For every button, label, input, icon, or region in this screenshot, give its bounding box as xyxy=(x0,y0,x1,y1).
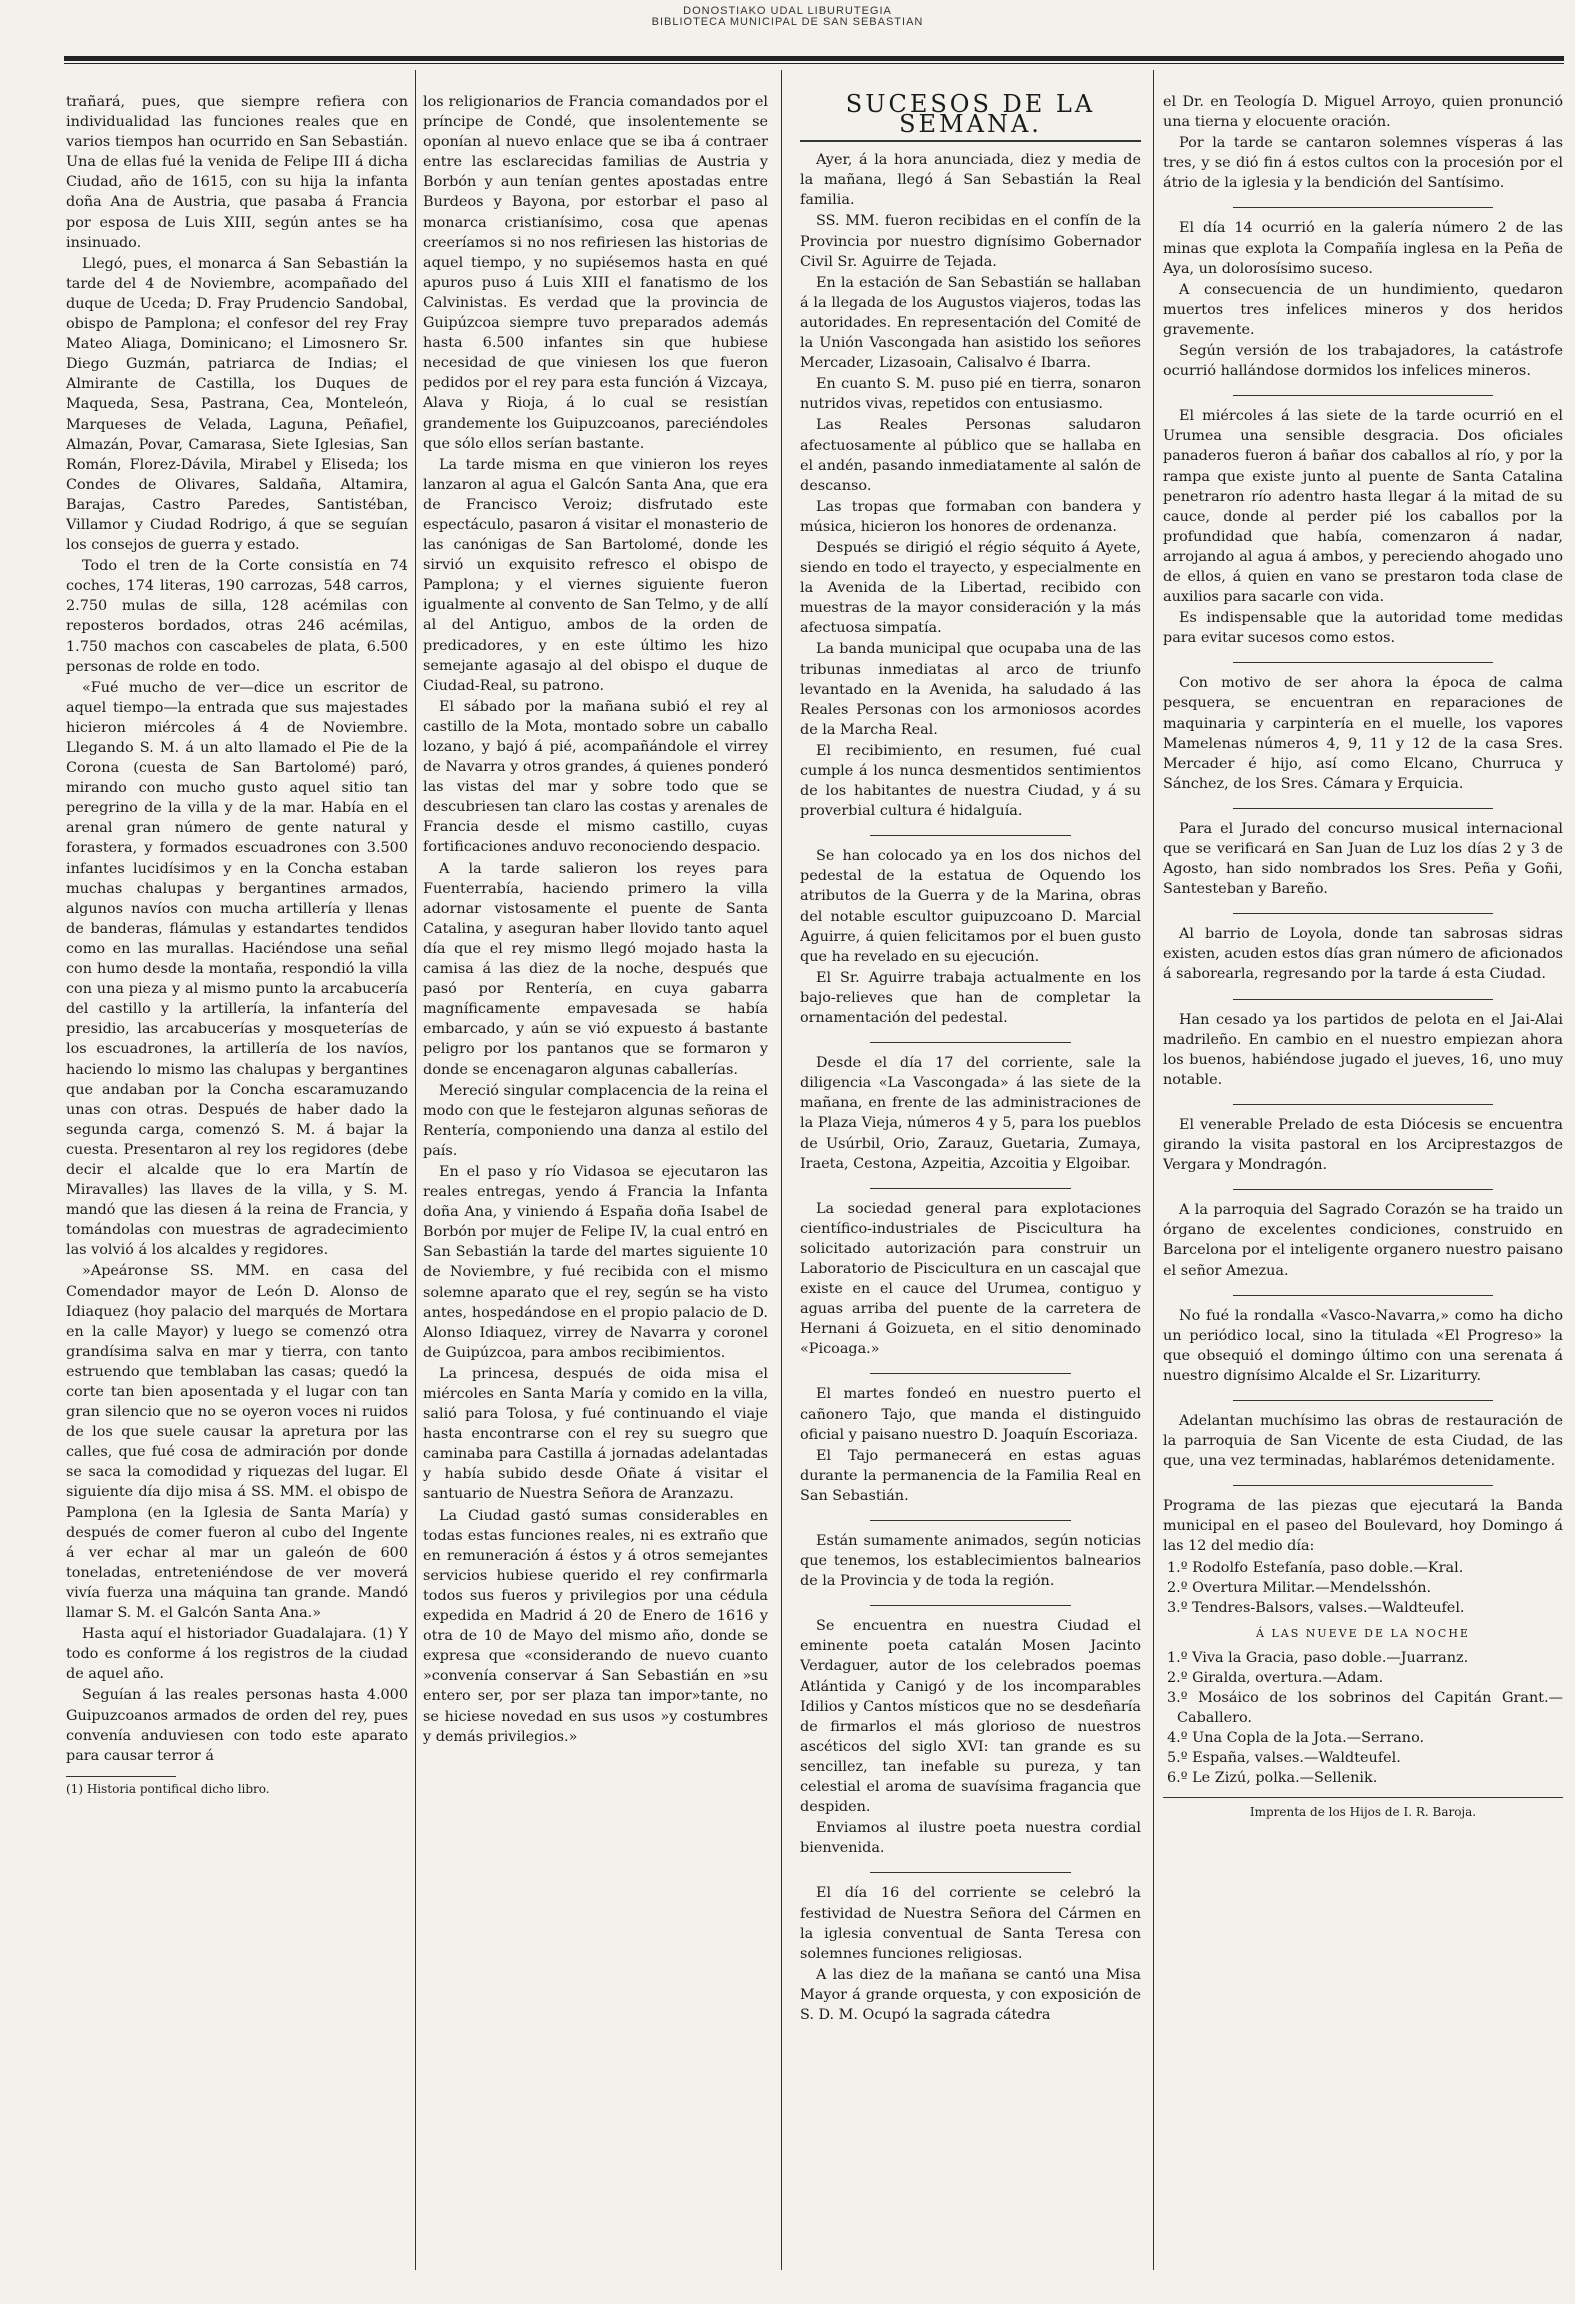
paragraph: La Ciudad gastó sumas considerables en todas estas funciones reales, ni es extraño que en remuneración á éstos y á otros semejantes servicios hubiese querido el rey confirmarla todos sus fueros y privilegios por una cédula expedida en Madrid á 20 de Enero de 1616 y otra de 10 de Mayo del mismo año, donde se expresa que «considerando de nuevo cuanto »convenía conservar á San Sebastián en »su entero ser, por ser plaza tan impor»tante, no se hiciese novedad en sus usos »y costumbres y demás privilegios.» xyxy=(423,1507,768,1745)
news-item: Se han colocado ya en los dos nichos del pedestal de la estatua de Oquendo los atributos de la Guerra y de la Marina, obras del notable escultor guipuzcoano D. Marcial Aguirre, á quien felicitamos por el buen gusto que ha revelado en su ejecución. xyxy=(800,848,1141,965)
news-separator xyxy=(1233,1295,1493,1296)
news-separator xyxy=(1233,1400,1493,1401)
paragraph: La princesa, después de oida misa el miércoles en Santa María y comido en la villa, salió para Tolosa, y fué continuando el viaje hasta encontrarse con el rey su suegro que caminaba para Castilla á jornadas adelantadas y había subido desde Oñate á visitar el santuario de Nuestra Señora de Aranzazu. xyxy=(423,1365,768,1503)
news-separator xyxy=(1233,662,1493,663)
news-separator xyxy=(1233,395,1493,396)
news-item: SS. MM. fueron recibidas en el confín de la Provincia por nuestro dignísimo Gobernador Civil Sr. Aguirre de Tejada. xyxy=(800,213,1141,270)
news-item: Para el Jurado del concurso musical internacional que se verificará en San Juan de Luz los días 2 y 3 de Agosto, han sido nombrados los Sres. Peña y Goñi, Santesteban y Bareño. xyxy=(1163,820,1563,898)
news-separator xyxy=(1233,913,1493,914)
program-item: 1.º Viva la Gracia, paso doble.—Juarranz. xyxy=(1167,1649,1469,1666)
news-separator xyxy=(1233,1189,1493,1190)
news-separator xyxy=(1233,1104,1493,1105)
program-night-heading: Á LAS NUEVE DE LA NOCHE xyxy=(1256,1626,1470,1640)
news-item: Por la tarde se cantaron solemnes vísperas á las tres, y se dió fin á estos cultos con la procesión por el átrio de la iglesia y la bendición del Santísimo. xyxy=(1163,135,1563,192)
news-separator xyxy=(870,1042,1071,1043)
news-item: Están sumamente animados, según noticias que tenemos, los establecimientos balnearios de la Provincia y de toda la región. xyxy=(800,1533,1141,1590)
top-rule-thin xyxy=(64,63,1564,64)
news-item: A consecuencia de un hundimiento, quedaron muertos tres infelices mineros y dos heridos gravemente. xyxy=(1163,281,1563,338)
news-item: El día 14 ocurrió en la galería número 2 de las minas que explota la Compañía inglesa en la Peña de Aya, un dolorosísimo suceso. xyxy=(1163,220,1563,277)
column-2-historical-article xyxy=(423,92,768,2262)
news-item: A las diez de la mañana se cantó una Misa Mayor á grande orquesta, y con exposición de S. D. M. Ocupó la sagrada cátedra xyxy=(800,1966,1141,2023)
news-item: Han cesado ya los partidos de pelota en el Jai-Alai madrileño. En cambio en el nuestro empiezan ahora los buenos, habiéndose jugado el jueves, 16, uno muy notable. xyxy=(1163,1011,1563,1088)
printer-imprint: Imprenta de los Hijos de I. R. Baroja. xyxy=(1163,1797,1563,1822)
program-item: 4.º Una Copla de la Jota.—Serrano. xyxy=(1167,1730,1425,1747)
program-night-list xyxy=(1163,1648,1563,1789)
top-rule-thick xyxy=(64,56,1564,61)
program-intro: Programa de las piezas que ejecutará la Banda municipal en el paseo del Boulevard, hoy Domingo á las 12 del medio día: xyxy=(1163,1498,1563,1555)
column-divider-3 xyxy=(1153,70,1154,2270)
news-item: Después se dirigió el régio séquito á Ayete, siendo en todo el trayecto, y especialmente en la Avenida de la Libertad, recibido con muestras de la mayor consideración y la más afectuosa simpatía. xyxy=(800,539,1141,637)
news-item: Las tropas que formaban con bandera y música, hicieron los honores de ordenanza. xyxy=(800,498,1141,535)
paragraph: Llegó, pues, el monarca á San Sebastián la tarde del 4 de Noviembre, acompañado del duque de Uceda; D. Fray Prudencio Sandobal, obispo de Pamplona; el confesor del rey Fray Mateo Aliaga, Dominicano; el Limosnero Sr. Diego Guzmán, patriarca de Indias; el Almirante de Castilla, los Duques de Maqueda, Sesa, Pastrana, Cea, Monteleón, Marqueses de Velada, Laguna, Peñafiel, Almazán, Povar, Camarasa, Siete Iglesias, San Román, Florez-Dávila, Mirabel y Eliseda; los Condes de Olivares, Saldaña, Altamira, Barajas, Castro Paredes, Santistéban, Villamor y Ciudad Rodrigo, á que se seguían los consejos de guerra y estado. xyxy=(66,255,408,554)
news-separator xyxy=(870,1605,1071,1606)
program-item: 3.º Mosáico de los sobrinos del Capitán Grant.—Caballero. xyxy=(1167,1690,1563,1727)
news-item: El recibimiento, en resumen, fué cual cumple á los nunca desmentidos sentimientos de los habitantes de nuestra Ciudad, y á su proverbial cultura é hidalguía. xyxy=(800,742,1141,820)
section-heading: SUCESOS DE LA SEMANA. xyxy=(800,92,1141,142)
news-item: Enviamos al ilustre poeta nuestra cordial bienvenida. xyxy=(800,1820,1141,1857)
archive-stamp xyxy=(0,6,1575,28)
paragraph: En el paso y río Vidasoa se ejecutaron las reales entregas, yendo á Francia la Infanta doña Ana, y viniendo á España doña Isabel de Borbón por mujer de Felipe IV, la cual entró en San Sebastián la tarde del martes siguiente 10 de Noviembre, y fué recibida con el mismo solemne aparato que el rey, según se ha visto antes, hospedándose en el propio palacio de D. Alonso Idiaquez, virrey de Navarra y coronel de Guipúzcoa, para ambos recibimientos. xyxy=(423,1163,768,1361)
news-separator xyxy=(1233,999,1493,1000)
news-separator xyxy=(870,835,1071,836)
paragraph: «Fué mucho de ver—dice un escritor de aquel tiempo—la entrada que sus majestades hicieron miércoles á 4 de Noviembre. Llegando S. M. á un alto llamado el Pie de la Corona (cuesta de San Bartolomé) paró, mirando con mucho gusto aquel sitio tan peregrino de la villa y de la mar. Había en el arenal gran número de gente natural y forastera, y formados escuadrones con 3.500 infantes lucidísimos y en la Concha estaban muchas chalupas y bergantines armados, algunos navíos con mucha artillería y llenas de banderas, flámulas y estandartes tendidos como en las murallas. Haciéndose una señal con humo desde la montaña, respondió la villa con una pieza y al mismo punto la arcabucería del castillo y la artillería, la infantería del presidio, las arcabucerías y mosqueterías de los escuadrones, la artillería de los navíos, haciendo lo mismo las chalupas y bergantines que andaban por la Concha escaramuzando unas con otras. Después de haber dado la segunda carga, comenzó S. M. á bajar la cuesta. Presentaron al rey los regidores (debe decir el alcalde que lo era Martín de Miravalles) las llaves de la villa, y S. M. mandó que las diesen á la reina de Francia, y tomándolas con muestras de agradecimiento las volvió á los alcaldes y regidores. xyxy=(66,679,408,1259)
paragraph: Seguían á las reales personas hasta 4.000 Guipuzcoanos armados de orden del rey, pues convenía anduviesen con todo este aparato para causar terror á xyxy=(66,1687,408,1764)
news-item: El martes fondeó en nuestro puerto el cañonero Tajo, que manda el distinguido oficial y paisano nuestro D. Joaquín Escoriaza. xyxy=(800,1386,1141,1443)
paragraph: La tarde misma en que vinieron los reyes lanzaron al agua el Galcón Santa Ana, que era de Francisco Veroiz; disfrutado este espectáculo, pasaron á visitar el monasterio de las canónigas de San Bartolomé, donde les sirvió un exquisito refresco el obispo de Pamplona; y el viernes siguiente fueron igualmente al convento de San Telmo, y de allí al del Antiguo, ambos de la orden de predicadores, y en este último les hizo semejante agasajo al del obispo el duque de Ciudad-Real, su patrono. xyxy=(423,456,768,694)
news-item: Se encuentra en nuestra Ciudad el eminente poeta catalán Mosen Jacinto Verdaguer, autor de los celebrados poemas Atlántida y Canigó y de los incomparables Idilios y Cantos místicos que no se desdeñaría de firmarlos el más glorioso de nuestros ascéticos del siglo XVI: tan grande es su sencillez, tan inefable su pureza, y tan celestial el aroma de suavísima fragancia que despiden. xyxy=(800,1618,1141,1816)
news-separator xyxy=(1233,207,1493,208)
column-divider-1 xyxy=(415,70,416,2270)
news-separator xyxy=(870,1520,1071,1521)
paragraph: Hasta aquí el historiador Guadalajara. (1) Y todo es conforme á los registros de la ciudad de aquel año. xyxy=(66,1626,408,1683)
paragraph: trañará, pues, que siempre refiera con individualidad las funciones reales que en varios tiempos han ocurrido en San Sebastián. Una de ellas fué la venida de Felipe III á dicha Ciudad, año de 1615, con su hija la infanta doña Ana de Austria, que pasaba á Francia por esposa de Luis XIII, según antes se ha insinuado. xyxy=(66,94,408,251)
program-item: 3.º Tendres-Balsors, valses.—Waldteufel. xyxy=(1167,1599,1465,1616)
archive-stamp-line-2: BIBLIOTECA MUNICIPAL DE SAN SEBASTIAN xyxy=(651,16,924,28)
paragraph: »Apeáronse SS. MM. en casa del Comendador mayor de León D. Alonso de Idiaquez (hoy palacio del marqués de Mortara en la calle Mayor) y luego se comenzó otra grandísima salva en mar y tierra, con tanto estruendo que temblaban las casas; quedó la corte tan bien aposentada y el lugar con tan gran silencio que no se oyeron voces ni ruidos de los que suele causar la apretura por las calles, que fué cosa de admiración por donde se saca la comodidad y riquezas del lugar. El siguiente día dijo misa á SS. MM. el obispo de Pamplona (en la Iglesia de Santa María) y después de comer fueron al cubo del Ingente á ver echar al mar un galeón de 600 toneladas, entreteniéndose de ver moverá vivía fuerza una máquina tan grande. Mandó llamar S. M. el Galcón Santa Ana.» xyxy=(66,1263,408,1622)
news-item: Adelantan muchísimo las obras de restauración de la parroquia de San Vicente de esta Ciudad, de las que, una vez terminadas, hablarémos detenidamente. xyxy=(1163,1412,1563,1470)
news-item: Al barrio de Loyola, donde tan sabrosas sidras existen, acuden estos días gran número de aficionados á saborearla, regresando por la tarde á esta Ciudad. xyxy=(1163,926,1563,983)
program-day-list xyxy=(1163,1558,1563,1618)
news-item: El día 16 del corriente se celebró la festividad de Nuestra Señora del Cármen en la iglesia conventual de Santa Teresa con solemnes funciones religiosas. xyxy=(800,1885,1141,1962)
news-item: En cuanto S. M. puso pié en tierra, sonaron nutridos vivas, repetidos con entusiasmo. xyxy=(800,376,1141,413)
program-item: 1.º Rodolfo Estefanía, paso doble.—Kral. xyxy=(1167,1559,1464,1576)
paragraph: los religionarios de Francia comandados por el príncipe de Condé, que insolentemente se oponían al nuevo enlace que se iba á contraer entre las esclarecidas familias de Austria y Borbón y aun tenían gentes apostadas entre Burdeos y Bayona, por estorbar el paso al monarca cristianísimo, cosa que apenas creeríamos si no nos refiriesen las historias de aquel tiempo, y no supiésemos hasta en qué apuros puso á Luis XIII el fanatismo de los Calvinistas. Es verdad que la provincia de Guipúzcoa siempre tuvo preparados además hasta 6.500 infantes sin que hubiese necesidad de que viniesen los que fueron pedidos por el rey para esta función á Vizcaya, Alava y Rioja, á lo cual se resistían grandemente los Guipuzcoanos, pareciéndoles que sólo ellos serían bastante. xyxy=(423,94,768,452)
news-item: Ayer, á la hora anunciada, diez y media de la mañana, llegó á San Sebastián la Real familia. xyxy=(800,152,1141,209)
news-item: La sociedad general para explotaciones científico-industriales de Piscicultura ha solicitado autorización para construir un Laboratorio de Piscicultura en un cascajal que existe en el cauce del Urumea, contiguo y aguas arriba del puente de la carretera de Hernani á Goizueta, en el sitio denominado «Picoaga.» xyxy=(800,1200,1141,1358)
program-item: 6.º Le Zizú, polka.—Sellenik. xyxy=(1167,1770,1378,1787)
program-item: 2.º Overtura Militar.—Mendelsshón. xyxy=(1167,1579,1432,1596)
news-item: El miércoles á las siete de la tarde ocurrió en el Urumea una sensible desgracia. Dos oficiales panaderos fueron á bañar dos caballos al río, y por la rampa que existe junto al puente de Santa Catalina penetraron río adentro hasta llegar á la mitad de su cauce, donde al perder pié los caballos por la profundidad que había, comenzaron á nadar, arrojando al agua á ambos, y pereciendo ahogado uno de ellos, á quien en vano se prestaron toda clase de auxilios para sacarle con vida. xyxy=(1163,408,1563,606)
paragraph: El sábado por la mañana subió el rey al castillo de la Mota, montado sobre un caballo lozano, y bajó á pié, acompañándole el virrey de Navarra y otros grandes, á quienes ponderó las vistas del mar y sobre todo que se descubriesen tan claro las costas y arenales de Francia desde el mismo castillo, cuyas fortificaciones anduvo reconociendo despacio. xyxy=(423,698,768,856)
news-item: El Sr. Aguirre trabaja actualmente en los bajo-relieves que han de completar la ornamentación del pedestal. xyxy=(800,969,1141,1027)
news-item: En la estación de San Sebastián se hallaban á la llegada de los Augustos viajeros, todas las autoridades. En representación del Comité de la Unión Vascongada han asistido los señores Mercader, Lizasoain, Calisalvo é Ibarra. xyxy=(800,274,1141,372)
news-separator xyxy=(870,1373,1071,1374)
news-item: Es indispensable que la autoridad tome medidas para evitar sucesos como estos. xyxy=(1163,610,1563,647)
news-separator xyxy=(870,1188,1071,1189)
paragraph: Todo el tren de la Corte consistía en 74 coches, 174 literas, 190 carrozas, 548 carros, 2.750 mulas de silla, 128 acémilas con reposteros bordados, otras 246 acémilas, 1.750 machos con cascabeles de plata, 6.500 personas de rolde en todo. xyxy=(66,558,408,675)
news-item: Las Reales Personas saludaron afectuosamente al público que se hallaba en el andén, pasando inmediatamente al salón de descanso. xyxy=(800,417,1141,494)
program-item: 5.º España, valses.—Waldteufel. xyxy=(1167,1750,1401,1767)
news-item: el Dr. en Teología D. Miguel Arroyo, quien pronunció una tierna y elocuente oración. xyxy=(1163,94,1563,131)
footnote-rule xyxy=(66,1776,176,1777)
news-separator xyxy=(870,1872,1071,1873)
news-separator xyxy=(1233,808,1493,809)
column-1-historical-article xyxy=(66,92,408,2262)
archive-stamp-line-1: DONOSTIAKO UDAL LIBURUTEGIA xyxy=(683,5,892,17)
news-item: Desde el día 17 del corriente, sale la diligencia «La Vascongada» á las siete de la mañana, en frente de las administraciones de la Plaza Vieja, números 4 y 5, para los pueblos de Usúrbil, Orio, Zarauz, Guetaria, Zumaya, Iraeta, Cestona, Azpeitia, Azcoitia y Elgoibar. xyxy=(800,1055,1141,1172)
news-separator xyxy=(1233,1485,1493,1486)
paragraph: A la tarde salieron los reyes para Fuenterrabía, haciendo primero la villa adornar vistosamente el puente de Santa Catalina, y aseguran haber llovido tanto aquel día que el rey mismo llegó mojado hasta la camisa á las diez de la noche, después que pasó por Rentería, en cuya gabarra magníficamente empavesada se había embarcado, y aún se vió expuesto á bastante peligro por los pantanos que se formaron y donde se encenagaron algunas caballerías. xyxy=(423,860,768,1078)
paragraph: Mereció singular complacencia de la reina el modo con que le festejaron algunas señoras de Rentería, componiendo una danza al estilo del país. xyxy=(423,1082,768,1159)
program-item: 2.º Giralda, overtura.—Adam. xyxy=(1167,1670,1384,1686)
news-item: La banda municipal que ocupaba una de las tribunas inmediatas al arco de triunfo levantado en la Avenida, ha saludado á las Reales Personas con los armoniosos acordes de la Marcha Real. xyxy=(800,641,1141,738)
footnote: (1) Historia pontifical dicho libro. xyxy=(66,1781,270,1796)
news-item: El venerable Prelado de esta Diócesis se encuentra girando la visita pastoral en los Arciprestazgos de Vergara y Mondragón. xyxy=(1163,1116,1563,1174)
news-item: No fué la rondalla «Vasco-Navarra,» como ha dicho un periódico local, sino la titulada «El Progreso» la que obsequió el domingo último con una serenata á nuestro dignísimo Alcalde el Sr. Lizariturry. xyxy=(1163,1307,1563,1384)
news-item: El Tajo permanecerá en estas aguas durante la permanencia de la Familia Real en San Sebastián. xyxy=(800,1447,1141,1504)
news-item: Según versión de los trabajadores, la catástrofe ocurrió hallándose dormidos los infelices mineros. xyxy=(1163,343,1563,380)
news-item: A la parroquia del Sagrado Corazón se ha traido un órgano de excelentes condiciones, construido en Barcelona por el inteligente organero nuestro paisano el señor Amezua. xyxy=(1163,1202,1563,1279)
column-4-weekly-news xyxy=(1163,92,1563,2262)
column-3-weekly-news xyxy=(800,92,1141,2262)
news-item: Con motivo de ser ahora la época de calma pesquera, se encuentran en reparaciones de maquinaria y carpintería en el muelle, los vapores Mamelenas números 4, 9, 11 y 12 de la casa Sres. Mercader é hijo, así como Elcano, Churruca y Sánchez, de los Sres. Cámara y Erquicia. xyxy=(1163,675,1563,792)
column-divider-2 xyxy=(781,70,782,2270)
